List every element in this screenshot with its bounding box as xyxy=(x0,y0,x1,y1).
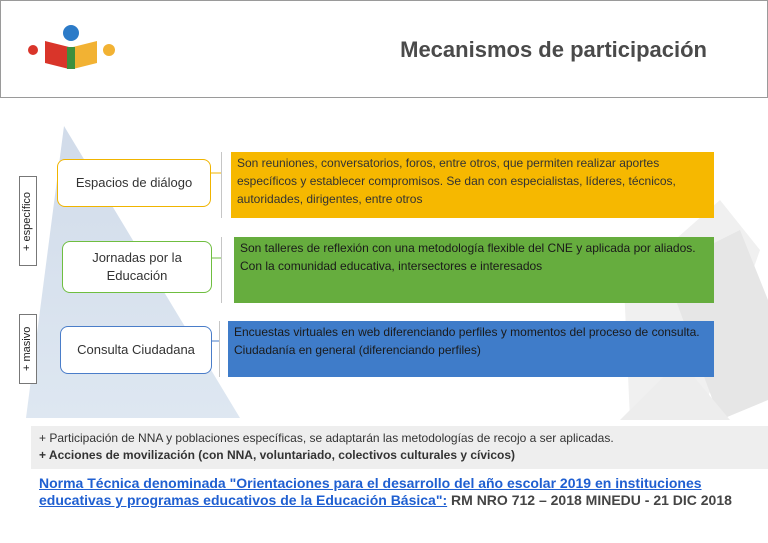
page-title: Mecanismos de participación xyxy=(400,37,707,62)
description-consulta-ciudadana: Encuestas virtuales en web diferenciando perfiles y momentos del proceso de consulta. Ciudadanía en general (diferenciando perfiles) xyxy=(228,321,714,377)
note-acciones: + Acciones de movilización (con NNA, voluntariado, colectivos culturales y cívicos) xyxy=(39,448,516,462)
reference-link[interactable]: Norma Técnica denominada "Orientaciones para el desarrollo del año escolar 2019 en instituciones educativas y programas educativos de la Educación Básica": xyxy=(39,475,702,508)
note-participacion: + Participación de NNA y poblaciones específicas, se adaptarán las metodologías de recojo a ser aplicadas. xyxy=(39,431,614,445)
description-espacios-de-dialogo: Son reuniones, conversatorios, foros, entre otros, que permiten realizar aportes específicos y establecer compromisos. Se dan con especialistas, líderes, técnicos, autoridades, dirigentes, entre otros xyxy=(231,152,714,218)
reference-text xyxy=(39,475,739,509)
axis-label-specific: + específico xyxy=(19,176,37,266)
mechanism-espacios-de-dialogo: Espacios de diálogo xyxy=(57,159,211,207)
reference-rm: RM NRO 712 – 2018 MINEDU - 21 DIC 2018 xyxy=(447,492,732,508)
axis-label-massive: + masivo xyxy=(19,314,37,384)
mechanism-consulta-ciudadana: Consulta Ciudadana xyxy=(60,326,212,374)
mechanism-jornadas-por-la-educacion: Jornadas por la Educación xyxy=(62,241,212,293)
notes-panel xyxy=(31,426,768,469)
description-jornadas-por-la-educacion: Son talleres de reflexión con una metodología flexible del CNE y aplicada por aliados. Con la comunidad educativa, intersectores e interesados xyxy=(234,237,714,303)
